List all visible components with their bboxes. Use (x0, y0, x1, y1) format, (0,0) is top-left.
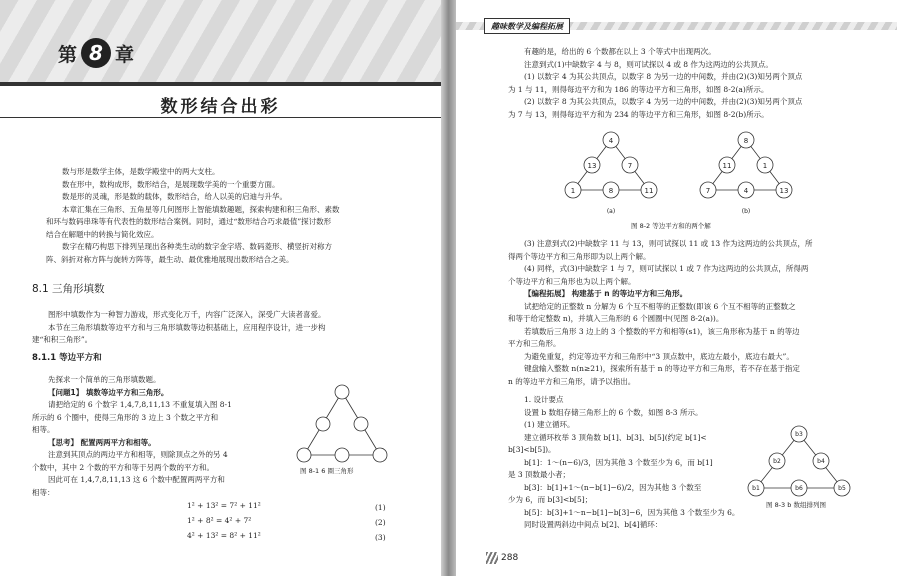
body-line: (3) 注意到式(2)中缺数字 11 与 13，则可试探以 11 或 13 作为这两边的公共顶点，所 (524, 239, 813, 248)
body-line: 同时设置两斜边中间点 b[2]、b[4]循环： (524, 520, 663, 529)
intro-line: 和环与数码串珠等有代表性的数形结合案例。同时，通过“数形结合巧求最值”探讨数形 (46, 217, 332, 226)
node-value: 8 (608, 187, 614, 195)
body-line: b[5]：b[3]+1～n−b[1]−b[3]−6，因为其他 3 个数至少为 6。 (524, 507, 740, 517)
body-line: 平方和三角形。 (508, 339, 561, 348)
node-value: 11 (644, 187, 654, 195)
body-line: 为 7 与 13，则得每边平方和为 234 的等边平方和三角形，如图 8-2(b)所示。 (508, 109, 769, 119)
text-block-bottom (508, 394, 763, 532)
figure-caption: 图 8-2 等边平方和的两个解 (631, 222, 711, 230)
chapter-intro (46, 166, 426, 266)
body-line: 键盘输入整数 n(n≥21)，探索所有基于 n 的等边平方和三角形，若不存在基于指定 (524, 364, 800, 373)
figure-8-2b (696, 128, 796, 218)
body-line: 是 3 顶数最小者； (508, 470, 571, 479)
text-block-mid (508, 238, 888, 388)
chapter-rule (0, 82, 441, 86)
array-node: b2 (773, 458, 781, 465)
chapter-rule-thin (0, 117, 441, 118)
figure-8-2a (561, 128, 661, 218)
body-line: 少为 6，而 b[3]<b[5]； (508, 495, 593, 504)
equation: 1² + 13² = 7² + 11² (187, 501, 261, 510)
equation-number: (3) (375, 533, 386, 542)
chapter-label (58, 38, 134, 68)
think-line: 【思考】 配置两两平方和相等。 (48, 437, 156, 447)
body-line: 先探求一个简单的三角形填数题。 (48, 375, 161, 384)
array-node: b4 (817, 458, 825, 465)
body-line: 1. 设计要点 (524, 395, 564, 404)
subsection-heading: 8.1.1 等边平方和 (32, 353, 102, 363)
triangle-circle (335, 385, 349, 399)
triangle-circle (354, 417, 368, 431)
triangle-circle (335, 448, 349, 462)
node-value: 11 (722, 162, 732, 170)
body-line: 建立循环枚举 3 顶角数 b[1]、b[3]、b[5](约定 b[1]< (524, 432, 707, 442)
right-page (456, 0, 897, 576)
body-line: 相等： (32, 487, 55, 497)
chapter-prefix: 第 (58, 43, 78, 66)
chapter-suffix: 章 (115, 43, 135, 66)
body-line: 若填数后三角形 3 边上的 3 个整数的平方和相等(s1)，该三角形称为基于 n 的等边 (524, 326, 800, 336)
equation-number: (1) (375, 503, 386, 512)
figure-sub-label: (a) (606, 208, 616, 215)
body-line: 因此可在 1,4,7,8,11,13 这 6 个数中配置两两平方和 (48, 475, 225, 484)
body-line: 个等边平方和三角形也为以上两个解。 (508, 276, 636, 286)
intro-line: 数字在精巧构思下排列呈现出各种类生动的数字金字塔、数码菱形、横竖折对称方 (62, 242, 332, 251)
equation-number: (2) (375, 518, 386, 527)
text-block-top (508, 46, 888, 121)
intro-line: 阵、斜折对称方阵与旋转方阵等，最生动、最优雅地展现出数形结合之美。 (46, 254, 294, 264)
programming-extension-line: 【编程拓展】 构建基于 n 的等边平方和三角形。 (524, 289, 688, 298)
body-line: 和等于给定整数 n)，并填入三角形的 6 个圆圈中(见图 8-2(a))。 (508, 314, 724, 323)
triangle-circle (316, 417, 330, 431)
array-node: b1 (752, 485, 760, 492)
body-line: (4) 同样，式(3)中缺数字 1 与 7，则可试探以 1 或 7 作为这两边的公共顶点，所得两 (524, 264, 809, 273)
body-line: 相等。 (32, 425, 55, 434)
subsection-body (32, 374, 292, 499)
page-number (486, 552, 518, 564)
figure-caption: 图 8-3 b 数组排列图 (766, 501, 826, 509)
chapter-title: 数形结合出彩 (160, 97, 281, 117)
intro-line: 本章汇集在三角形、五角星等几何图形上智能填数趣题，探索构建和积三角形、素数 (62, 204, 340, 214)
body-line: n 的等边平方和三角形，请予以指出。 (508, 376, 636, 386)
six-circle-triangle-figure (292, 380, 392, 470)
node-value: 7 (705, 187, 711, 195)
intro-line: 数是形的灵魂，形是数的载体，数形结合，给人以美的启迪与升华。 (62, 192, 287, 201)
body-line: (1) 建立循环。 (524, 420, 575, 429)
figure-8-3-b-array (744, 422, 854, 502)
triangle-circle (297, 448, 311, 462)
node-value: 13 (779, 187, 789, 195)
section-line: 建“和积三角形”。 (32, 335, 93, 344)
body-line: 设置 b 数组存储三角形上的 6 个数，如图 8-3 所示。 (524, 407, 703, 417)
page-number-mark (486, 552, 498, 564)
section-text (32, 309, 427, 347)
body-line: 得两个等边平方和三角形即为以上两个解。 (508, 251, 651, 261)
book-title-header: 趣味数学及编程拓展 (484, 18, 570, 34)
body-line: 试把给定的正整数 n 分解为 6 个互不相等的正整数(即该 6 个互不相等的正整数之 (524, 301, 796, 311)
node-value: 8 (743, 137, 749, 145)
intro-line: 结合在解题中的转换与简化效应。 (46, 229, 159, 239)
figure-caption: 图 8-1 6 圈三角形 (300, 467, 354, 475)
chapter-number-badge: 8 (81, 38, 111, 68)
body-line: 注意到式(1)中缺数字 4 与 8，则可试探以 4 或 8 作为这两边的公共顶点。 (524, 59, 773, 69)
array-node: b5 (838, 485, 846, 492)
triangle-circle (373, 448, 387, 462)
body-line: b[3]<b[5])。 (508, 445, 556, 454)
node-value: 7 (627, 162, 633, 170)
body-line: 请把给定的 6 个数字 1,4,7,8,11,13 不重复填入图 8-1 (48, 400, 232, 409)
page-number-text: 288 (501, 553, 519, 563)
body-line: (1) 以数字 4 为其公共顶点，以数字 8 为另一边的中间数，并由(2)(3)知另两个顶点 (524, 72, 803, 81)
node-value: 4 (608, 137, 614, 145)
figure-sub-label: (b) (741, 208, 751, 215)
intro-line: 数在形中，数构成形，数形结合，是展现数学美的一个重要方面。 (62, 179, 280, 189)
section-line: 本节在三角形填数等边平方和与三角形填数等边积基础上，应用程序设计，进一步构 (48, 322, 326, 332)
intro-line: 数与形是数学主体，是数学殿堂中的两大支柱。 (62, 167, 220, 176)
node-value: 13 (587, 162, 597, 170)
equation: 1² + 8² = 4² + 7² (187, 516, 252, 525)
left-page (0, 0, 441, 576)
node-value: 4 (743, 187, 749, 195)
book-gutter (441, 0, 456, 576)
running-header (456, 8, 897, 32)
body-line: 个数中，其中 2 个数的平方和等于另两个数的平方和。 (32, 462, 215, 472)
section-line: 图形中填数作为一种智力游戏，形式变化万千，内容广泛深入，深受广大读者喜爱。 (48, 310, 326, 319)
array-node: b3 (795, 431, 803, 438)
body-line: (2) 以数字 8 为其公共顶点，以数字 4 为另一边的中间数，并由(2)(3)知另两个顶点 (524, 97, 803, 106)
body-line: 有趣的是，给出的 6 个数都在以上 3 个等式中出现两次。 (524, 47, 716, 56)
section-heading: 8.1 三角形填数 (32, 283, 105, 295)
body-line: 注意到其顶点的两边平方和相等，则除顶点之外的另 4 (48, 450, 228, 459)
problem-line: 【问题1】 填数等边平方和三角形。 (48, 387, 169, 397)
node-value: 1 (762, 162, 768, 170)
array-node: b6 (795, 485, 803, 492)
body-line: 为避免重复，约定等边平方和三角形中“3 顶点数中，底边左最小，底边右最大”。 (524, 351, 794, 361)
body-line: b[3]：b[1]+1～(n−b[1]−6)/2，因为其他 3 个数至 (524, 482, 702, 492)
body-line: 所示的 6 个圈中，使得三角形的 3 边上 3 个数之平方和 (32, 412, 219, 422)
equation: 4² + 13² = 8² + 11² (187, 531, 261, 540)
body-line: b[1]：1～(n−6)/3，因为其他 3 个数至少为 6，而 b[1] (524, 457, 713, 467)
node-value: 1 (570, 187, 576, 195)
body-line: 为 1 与 11，则得每边平方和为 186 的等边平方和三角形，如图 8-2(a)所示。 (508, 84, 769, 94)
